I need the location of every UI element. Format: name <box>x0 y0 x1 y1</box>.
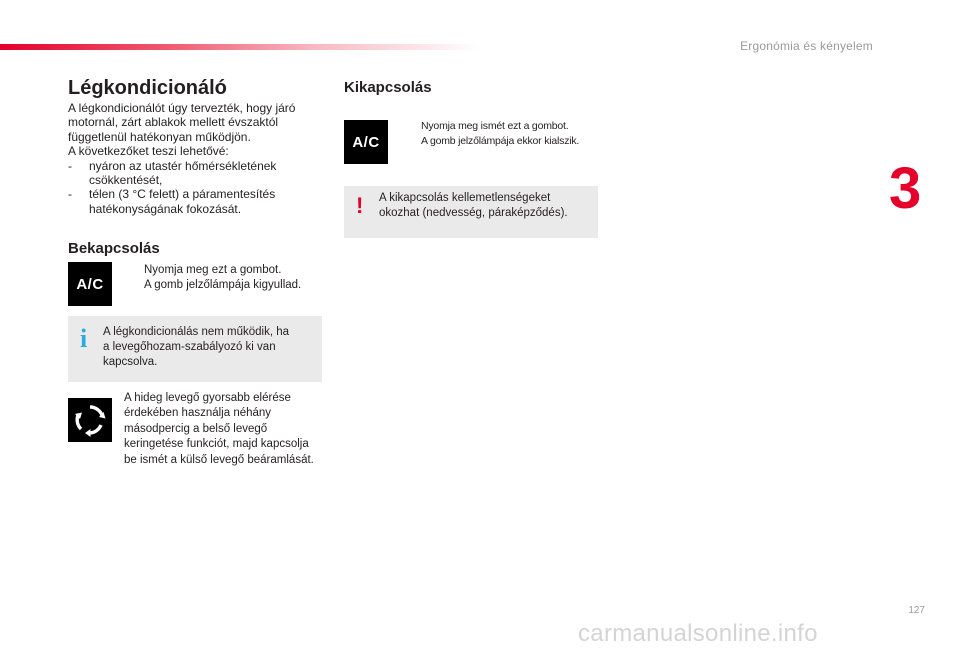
chapter-number: 3 <box>889 156 922 221</box>
intro-line: A következőket teszi lehetővé: <box>68 144 229 159</box>
list-item-line: nyáron az utastér hőmérsékletének <box>89 158 277 173</box>
tip-line: A hideg levegő gyorsabb elérése <box>124 392 291 404</box>
kikapcsolas-heading: Kikapcsolás <box>344 79 432 96</box>
info-line: a levegőhozam-szabályozó ki van <box>103 341 276 353</box>
watermark: carmanualsonline.info <box>578 620 818 647</box>
list-item-line: télen (3 °C felett) a páramentesítés <box>89 187 276 202</box>
list-item-line: hatékonyságának fokozását. <box>89 201 242 216</box>
list-item-line: csökkentését, <box>89 173 163 188</box>
recirculation-tip <box>124 391 334 468</box>
air-recirculation-icon <box>72 402 108 438</box>
tip-line: be ismét a külső levegő beáramlását. <box>124 453 314 466</box>
info-notice-text <box>103 325 318 370</box>
page-number: 127 <box>908 605 925 616</box>
step-line: Nyomja meg ismét ezt a gombot. <box>421 120 569 132</box>
intro-line: motornál, zárt ablakok mellett évszaktól <box>68 115 279 130</box>
bekapcsolas-heading: Bekapcsolás <box>68 240 160 257</box>
warning-line: A kikapcsolás kellemetlenségeket <box>379 192 551 204</box>
step-line: A gomb jelzőlámpája ekkor kialszik. <box>421 135 580 147</box>
ac-button-on[interactable]: A/C <box>68 262 112 306</box>
list-item <box>68 159 328 188</box>
list-dash: - <box>68 158 72 173</box>
info-line: kapcsolva. <box>103 356 158 368</box>
tip-line: keringetése funkciót, majd kapcsolja <box>124 438 309 451</box>
tip-line: érdekében használja néhány <box>124 407 272 420</box>
info-icon: i <box>80 324 88 353</box>
warning-icon: ! <box>356 193 364 218</box>
intro-line: A légkondicionálót úgy tervezték, hogy járó <box>68 101 296 115</box>
intro-line: függetlenül hatékonyan működjön. <box>68 129 251 144</box>
step-turn-on <box>124 263 324 293</box>
section-title: Ergonómia és kényelem <box>740 39 873 53</box>
warning-notice <box>344 186 598 238</box>
step-line: Nyomja meg ezt a gombot. <box>144 264 282 276</box>
tip-line: másodpercig a belső levegő <box>124 422 268 435</box>
warning-notice-text <box>379 191 594 221</box>
info-notice <box>68 316 322 382</box>
step-line: A gomb jelzőlámpája kigyullad. <box>144 279 302 291</box>
header-accent-bar <box>0 44 480 50</box>
page-title: Légkondicionáló <box>68 77 227 99</box>
air-recirculation-button[interactable] <box>68 398 112 442</box>
warning-line: okozhat (nedvesség, páraképződés). <box>379 207 568 219</box>
ac-button-off[interactable]: A/C <box>344 120 388 164</box>
step-turn-off <box>401 119 611 149</box>
info-line: A légkondicionálás nem működik, ha <box>103 326 290 338</box>
intro-text <box>68 101 328 216</box>
list-item <box>68 187 328 216</box>
list-dash: - <box>68 187 72 202</box>
